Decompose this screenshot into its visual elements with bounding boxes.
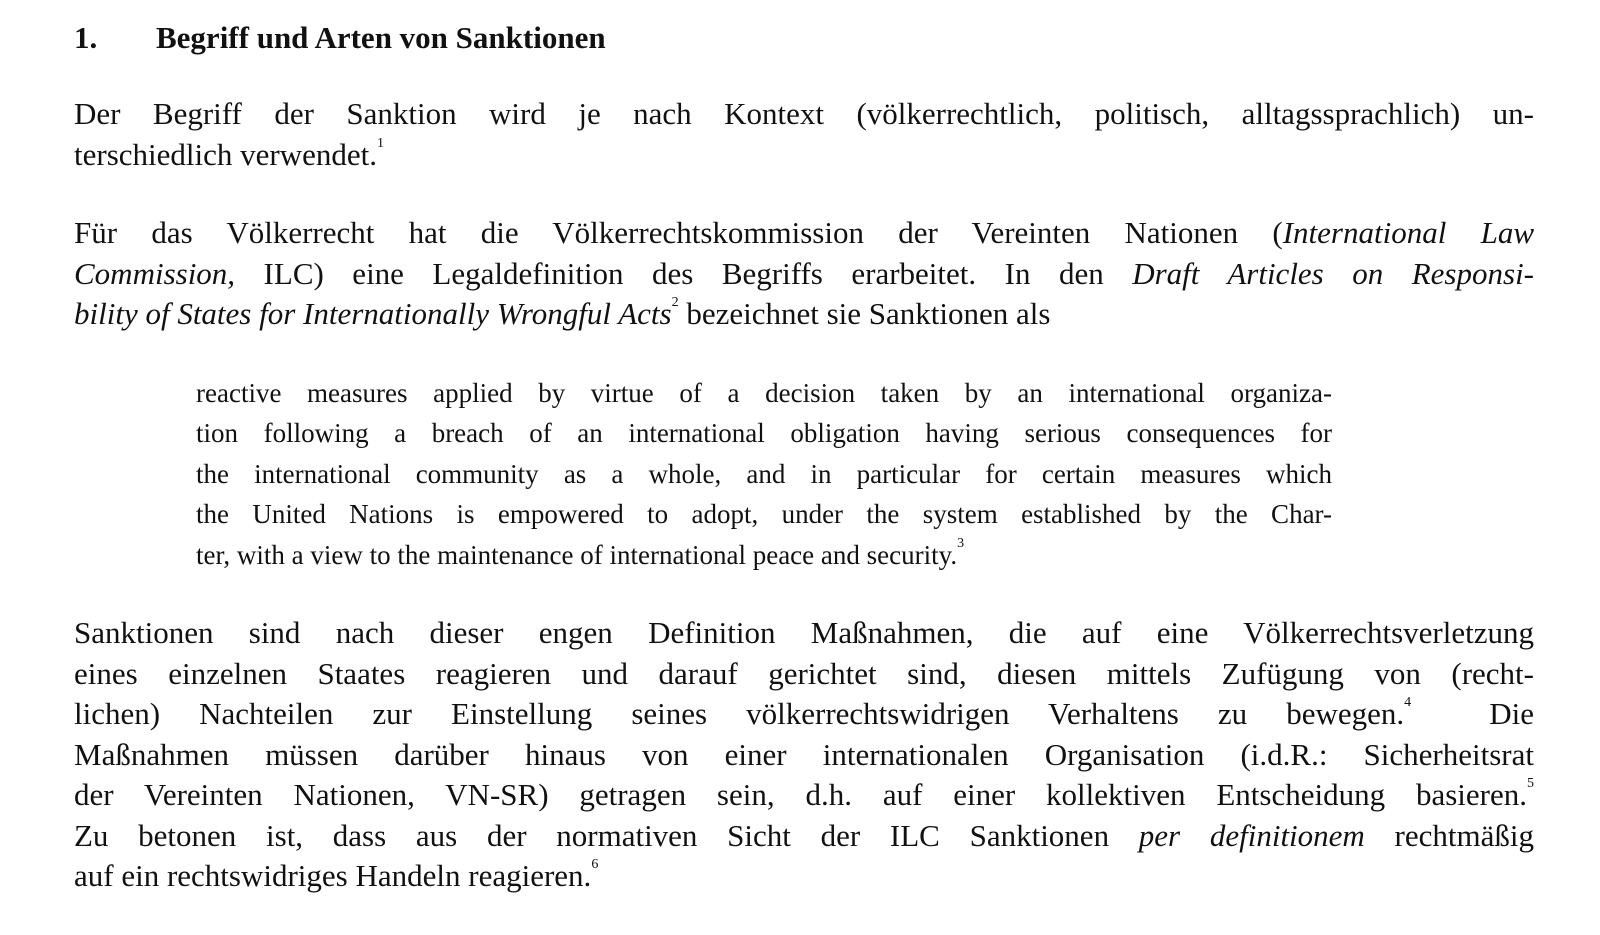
paragraph-line: Sanktionen sind nach dieser engen Definition Maßnahmen, die auf eine Völkerrechtsverletzung	[74, 615, 1534, 650]
paragraph-text: lichen) Nachteilen zur Einstellung seines völkerrechtswidrigen Verhaltens zu bewegen.	[74, 696, 1405, 731]
paragraph-line	[74, 254, 1534, 295]
footnote-ref-5: 5	[1527, 776, 1534, 791]
paragraph-text: Die	[1411, 696, 1534, 731]
italic-term: Draft Articles on Responsi-	[1132, 255, 1535, 291]
quote-line: the United Nations is empowered to adopt, under the system established by the Char-	[196, 499, 1332, 529]
paragraph-line	[74, 775, 1534, 816]
footnote-ref-2: 2	[671, 295, 679, 310]
paragraph-line: Maßnahmen müssen darüber hinaus von einer internationalen Organisation (i.d.R.: Sicherheitsrat	[74, 736, 1534, 772]
paragraph-1	[74, 94, 1534, 175]
paragraph-text: rechtmäßig	[1364, 817, 1534, 853]
paragraph-text: Für das Völkerrecht hat die Völkerrechtskommission der Vereinten Nationen (	[74, 215, 1283, 250]
italic-term: International Law	[1282, 215, 1534, 250]
paragraph-text: der Vereinten Nationen, VN-SR) getragen sein, d.h. auf einer kollektiven Entscheidung basieren.	[74, 777, 1527, 812]
quote-text: ter, with a view to the maintenance of international peace and security.	[196, 539, 958, 570]
section-title: Begriff und Arten von Sanktionen	[156, 20, 606, 55]
paragraph-line	[74, 135, 1534, 176]
footnote-ref-4: 4	[1404, 695, 1412, 710]
paragraph-2	[74, 213, 1534, 335]
paragraph-line	[74, 816, 1534, 857]
quote-line: tion following a breach of an international obligation having serious consequences for	[196, 418, 1332, 448]
paragraph-line	[74, 856, 1534, 897]
quote-line: the international community as a whole, and in particular for certain measures which	[196, 458, 1332, 489]
footnote-ref-6: 6	[591, 857, 599, 872]
quote-line	[196, 535, 1332, 576]
paragraph-text: terschiedlich verwendet.	[74, 136, 377, 172]
paragraph-text: bezeichnet sie Sanktionen als	[678, 296, 1051, 331]
paragraph-text: Zu betonen ist, dass aus der normativen Sicht der ILC Sanktionen	[74, 817, 1139, 853]
paragraph-line	[74, 694, 1534, 735]
italic-term: bility of States for Internationally Wrongful Acts	[74, 296, 672, 331]
document-page	[74, 18, 1534, 935]
footnote-ref-3: 3	[957, 535, 965, 551]
paragraph-line	[74, 294, 1534, 335]
footnote-ref-1: 1	[376, 135, 384, 151]
quote-line: reactive measures applied by virtue of a decision taken by an international organiza-	[196, 377, 1332, 408]
paragraph-line: eines einzelnen Staates reagieren und darauf gerichtet sind, diesen mittels Zufügung von (recht-	[74, 655, 1534, 691]
block-quote	[196, 373, 1332, 576]
paragraph-text: auf ein rechtswidriges Handeln reagieren.	[74, 858, 592, 893]
paragraph-text: ILC) eine Legaldefinition des Begriffs erarbeitet. In den	[235, 255, 1133, 291]
section-number: 1.	[74, 20, 98, 55]
paragraph-3	[74, 613, 1534, 897]
paragraph-line: Der Begriff der Sanktion wird je nach Kontext (völkerrechtlich, politisch, alltagssprachlich) un-	[74, 96, 1534, 131]
paragraph-line	[74, 213, 1534, 254]
section-heading	[74, 18, 1534, 58]
italic-term: per definitionem	[1138, 817, 1365, 853]
italic-term: Commission,	[74, 255, 236, 291]
